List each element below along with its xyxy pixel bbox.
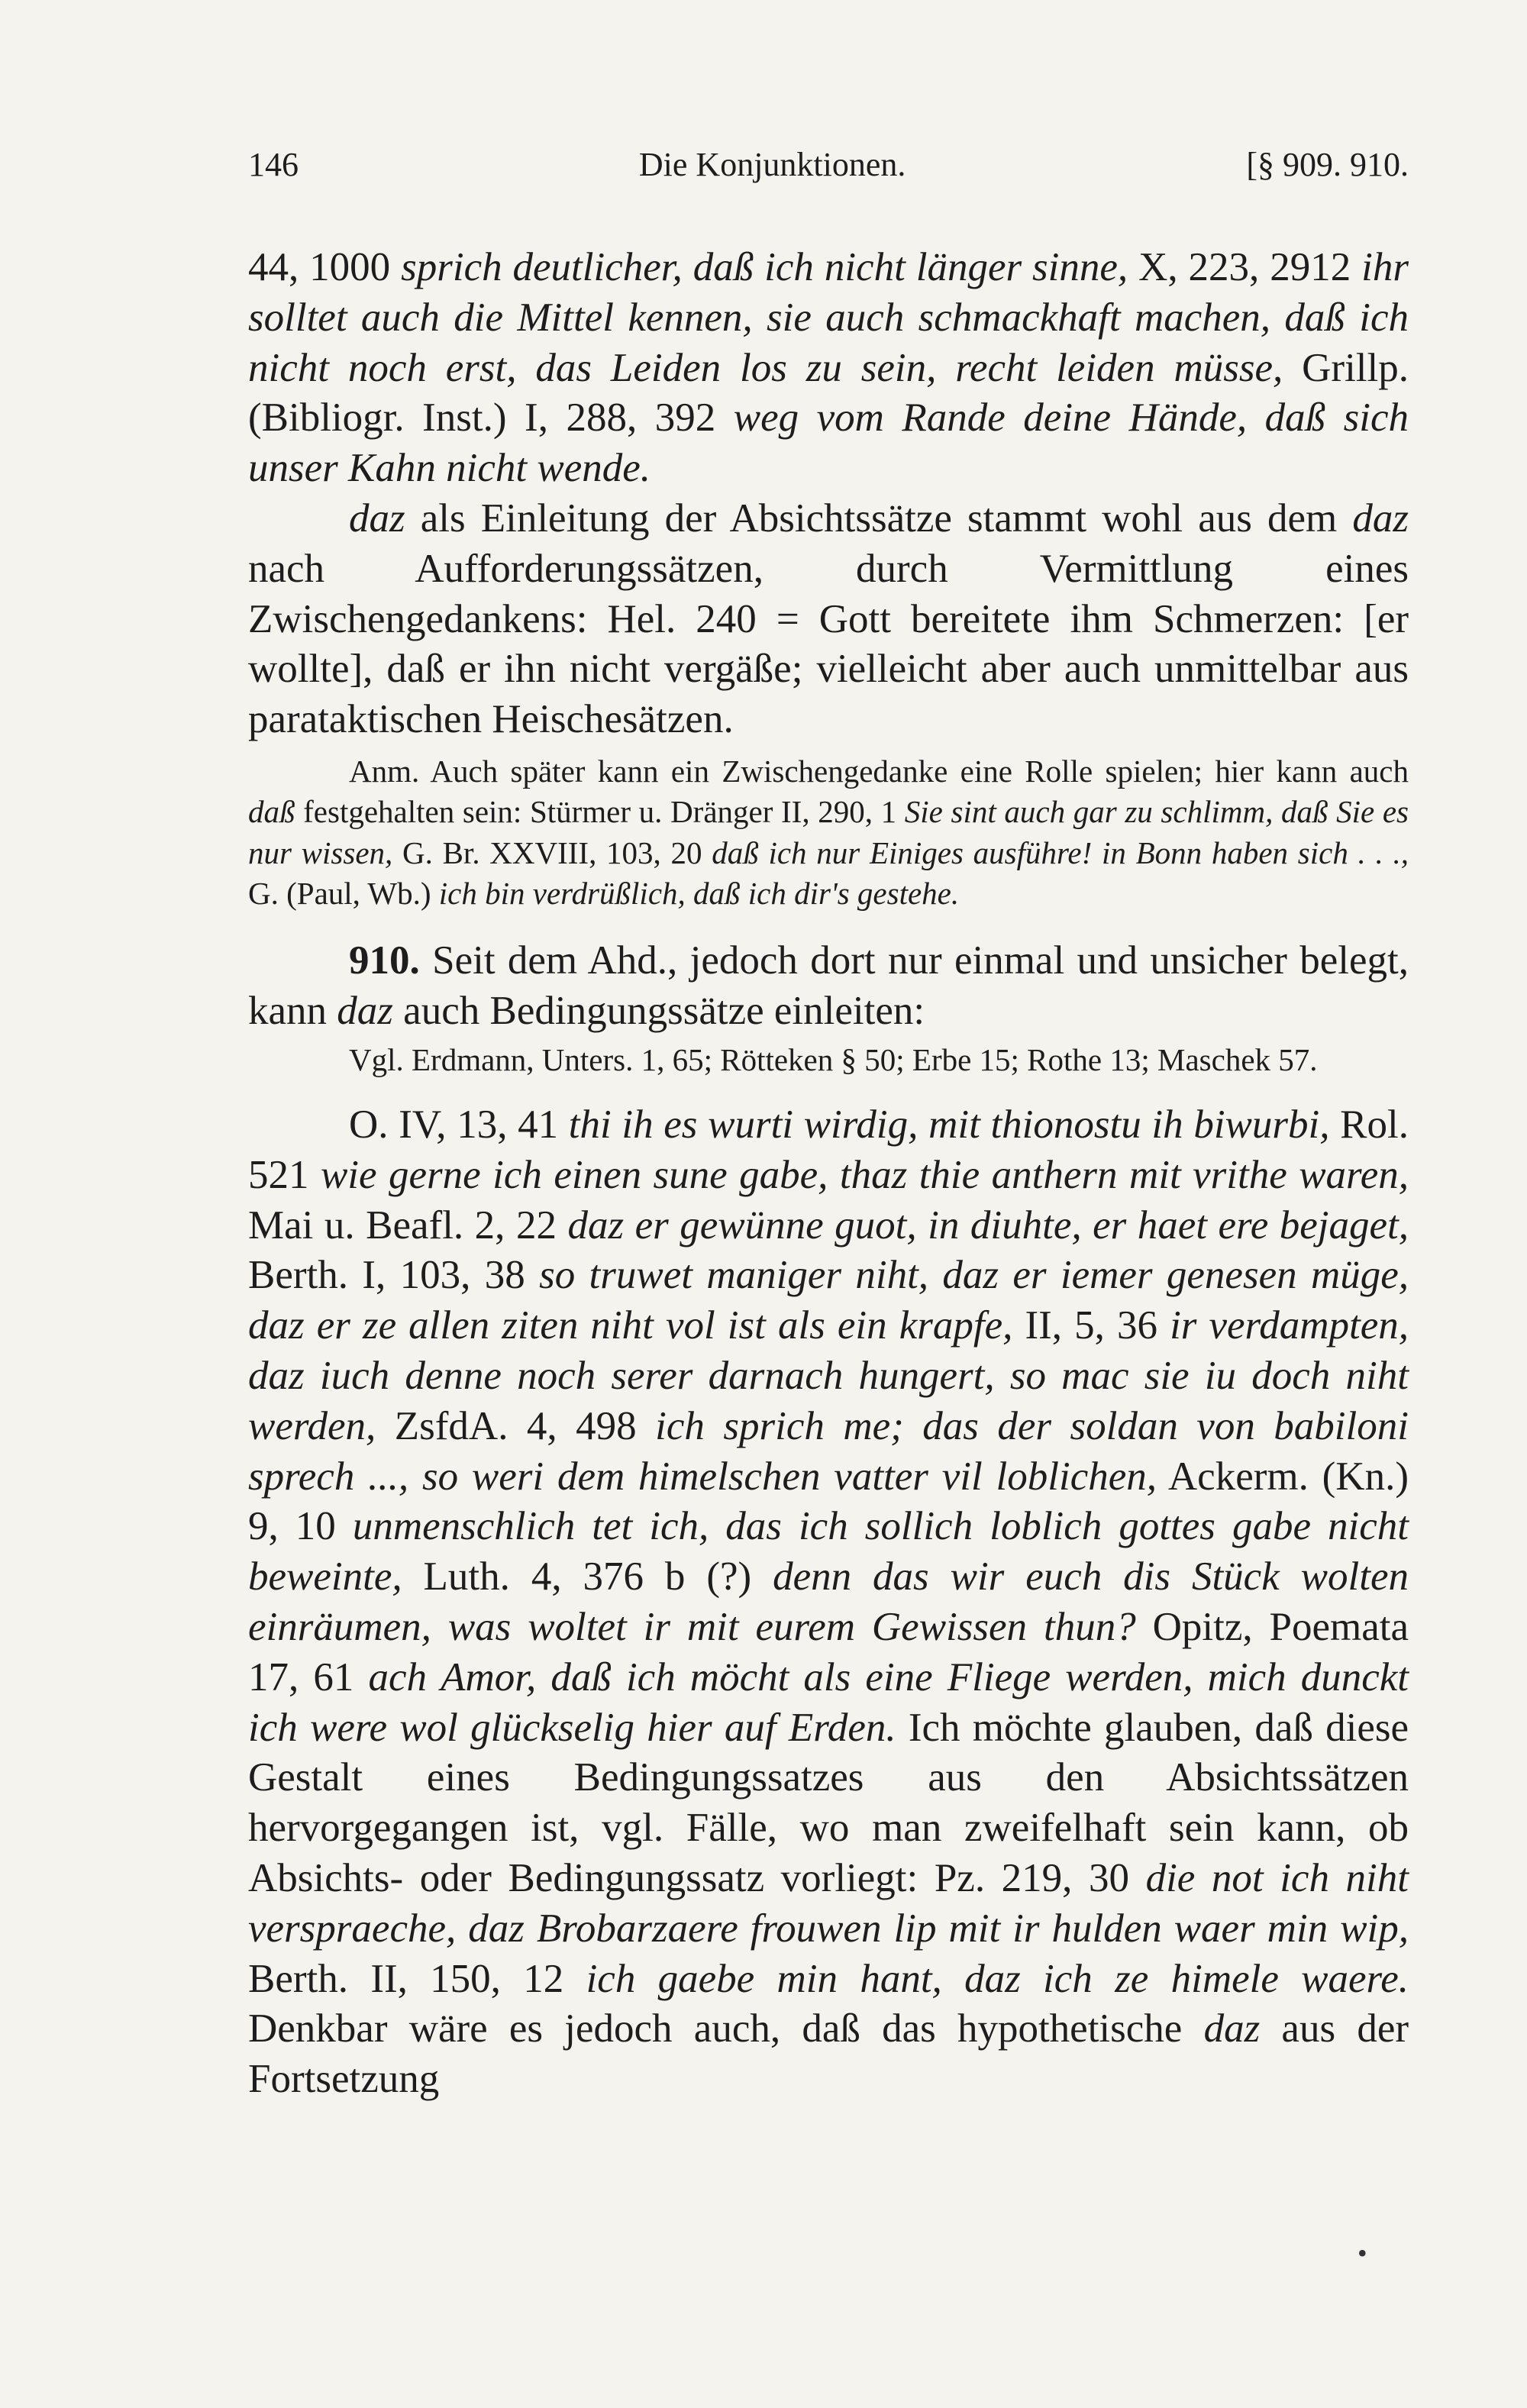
text-run: G. Br. XXVIII, 103, 20 — [392, 834, 712, 870]
body-text-bottom — [248, 1100, 1409, 2105]
italic-quote: ich sprich me; das der soldan von babiloni sprech ..., so weri dem himelschen vatter vil loblichen, — [248, 1403, 1409, 1499]
text-run: Opitz, Poemata 17, 61 — [248, 1605, 1409, 1699]
text-run: Grillp. (Bibliogr. Inst.) I, 288, 392 — [248, 345, 1409, 441]
section-910-intro — [248, 936, 1409, 1037]
italic-quote: die not ich niht verspraeche, daz Brobarzaere frouwen lip mit ir hulden waer min wip, — [248, 1856, 1409, 1951]
text-run: Ich möchte glauben, daß diese Gestalt eines Bedingungssatzes aus den Absichtssätzen hervorgegangen ist, vgl. Fälle, wo man zweifelhaft sein kann, ob Absichts- oder Bedingungssatz vorliegt: Pz. 219, 30 — [248, 1705, 1409, 1901]
italic-term: daz — [349, 495, 405, 541]
paragraph-examples — [248, 1100, 1409, 2105]
text-run: Luth. 4, 376 b (?) — [402, 1554, 773, 1599]
section-range: [§ 909. 910. — [1246, 146, 1409, 183]
paragraph-continued — [248, 243, 1409, 494]
page-number: 146 — [248, 146, 299, 183]
text-run: 44, 1000 — [248, 245, 402, 289]
text-run: X, 223, 2912 — [1128, 245, 1362, 289]
reference-list: Vgl. Erdmann, Unters. 1, 65; Rötteken § 50; Erbe 15; Rothe 13; Maschek 57. — [349, 1041, 1318, 1077]
italic-term: daz — [337, 988, 393, 1033]
text-run: auch Bedingungssätze einleiten: — [392, 988, 925, 1033]
italic-quote: sprich deutlicher, daß ich nicht länger sinne, — [401, 245, 1128, 289]
italic-quote: wie gerne ich einen sune gabe, thaz thie anthern mit vrithe waren, — [320, 1152, 1409, 1197]
italic-quote: ihr solltet auch die Mittel kennen, sie auch schmackhaft machen, daß ich nicht noch erst, das Leiden los zu sein, recht leiden müsse, — [248, 245, 1409, 390]
remark-paragraph — [248, 751, 1409, 915]
text-run: als Einleitung der Absichtssätze stammt wohl aus dem — [405, 495, 1353, 541]
text-run: festgehalten sein: Stürmer u. Dränger II, 290, 1 — [295, 794, 905, 830]
italic-quote: thi ih es wurti wirdig, mit thionostu ih biwurbi, — [568, 1102, 1330, 1148]
text-run: O. IV, 13, 41 — [349, 1102, 569, 1148]
italic-quote: so truwet maniger niht, daz er iemer genesen müge, daz er ze allen ziten niht vol ist als ein krapfe, — [248, 1253, 1409, 1348]
text-run: ZsfdA. 4, 498 — [376, 1403, 656, 1448]
italic-term: daß — [248, 794, 295, 830]
italic-quote: daz er gewünne guot, in diuhte, er haet ere bejaget, — [567, 1202, 1409, 1248]
body-text-top — [248, 243, 1409, 745]
running-title: Die Konjunktionen. — [638, 146, 906, 183]
text-run: nach Aufforderungssätzen, durch Vermittlung eines Zwischengedankens: Hel. 240 = Gott bereitete ihm Schmerzen: [er wollte], daß er ihn nicht vergäße; vielleicht aber auch unmittelbar aus parataktischen Heischesätzen. — [248, 546, 1409, 742]
text-run: Berth. I, 103, 38 — [248, 1253, 540, 1298]
italic-quote: ich bin verdrüßlich, daß ich dir's gestehe. — [438, 876, 960, 912]
text-run: II, 5, 36 — [1012, 1303, 1170, 1348]
paragraph-daz-origin — [248, 494, 1409, 745]
text-run: Seit dem Ahd., jedoch dort nur einmal und unsicher belegt, kann — [248, 938, 1409, 1033]
italic-term: daz — [1203, 2006, 1261, 2051]
text-run: Rol. 521 — [248, 1102, 1409, 1197]
running-header — [248, 145, 1409, 212]
italic-quote: ir verdampten, daz iuch denne noch serer darnach hungert, so mac sie iu doch niht werden, — [248, 1303, 1409, 1448]
italic-term: daz — [1352, 495, 1409, 541]
section-number: 910. — [349, 938, 420, 983]
ink-speck: • — [1358, 2238, 1367, 2268]
italic-quote: weg vom Rande deine Hände, daß sich unser Kahn nicht wende. — [248, 395, 1409, 491]
italic-quote: unmenschlich tet ich, das ich sollich loblich gottes gabe nicht beweinte, — [248, 1504, 1409, 1599]
text-run: Ackerm. (Kn.) 9, 10 — [248, 1454, 1409, 1549]
italic-quote: ach Amor, daß ich möcht als eine Fliege werden, mich dunckt ich were wol glückselig hier auf Erden. — [248, 1654, 1409, 1750]
italic-quote: denn das wir euch dis Stück wolten einräumen, was woltet ir mit eurem Gewissen thun? — [248, 1554, 1409, 1650]
text-block — [248, 145, 1409, 2105]
text-run: Mai u. Beafl. 2, 22 — [248, 1202, 568, 1248]
italic-quote: daß ich nur Einiges ausführe! in Bonn haben sich . . ., — [712, 834, 1409, 870]
text-run: Anm. Auch später kann ein Zwischengedanke eine Rolle spielen; hier kann auch — [349, 753, 1409, 789]
text-run: Berth. II, 150, 12 — [248, 1956, 586, 2001]
italic-quote: Sie sint auch gar zu schlimm, daß Sie es nur wissen, — [248, 794, 1409, 870]
remark-note — [248, 751, 1409, 915]
italic-quote: ich gaebe min hant, daz ich ze himele waere. — [586, 1956, 1409, 2001]
text-run: Denkbar wäre es jedoch auch, daß das hypothetische — [248, 2006, 1204, 2051]
text-run: G. (Paul, Wb.) — [248, 876, 439, 912]
text-run: aus der Fortsetzung — [248, 2006, 1409, 2102]
reference-note — [248, 1040, 1409, 1081]
section-910 — [248, 936, 1409, 1037]
